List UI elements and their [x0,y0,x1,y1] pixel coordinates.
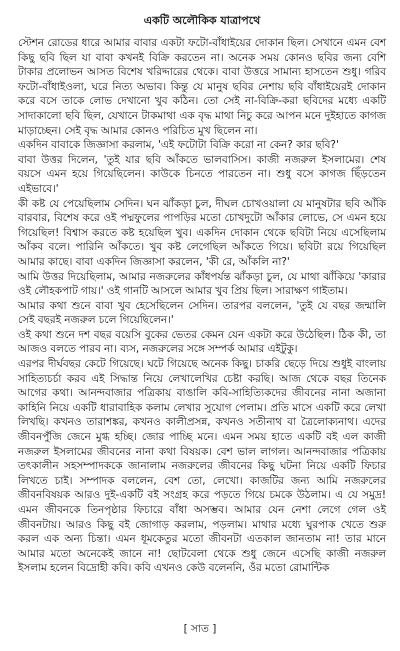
chapter-body [18,36,386,576]
paragraph: ওই কথা শুনে দশ বছর বয়েসি বুকের ভেতর কেমন যেন একটা করে উঠেছিল। ঠিক কী, তা আজও বলতে পারব না। ব্যস, নজরুলের সঙ্গে সম্পর্ক আমার এইটুকু। [18,328,386,356]
paragraph: বাবা উত্তর দিলেন, 'তুই যার ছবি আঁকতে ভালবাসিস। কাজী নজরুল ইসলামের। শেষ বয়সে এমন হয়ে গিয়েছিলেন। কাউকে চিনতে পারতেন না। শুধু বসে কাগজ ছিঁড়তেন এইভাবে।' [18,153,386,195]
paragraph: আমার কথা শুনে বাবা খুব হেসেছিলেন সেদিন। তারপর বললেন, 'তুই যে বছর জন্মালি সেই বছরই নজরুল চলে গিয়েছিলেন।' [18,299,386,327]
paragraph: একদিন বাবাকে জিজ্ঞাসা করলাম, 'এই ফটোটা বিক্রি করো না কেন? কার ছবি?' [18,139,339,152]
chapter-title: একটি অলৌকিক যাত্রাপথে [143,14,261,27]
page-number: [ সাত ] [183,623,217,635]
paragraph: আমি উত্তর দিয়েছিলাম, আমার নজরুলের কাঁধপর্যন্ত ঝাঁকড়া চুল, যে মাথা ঝাঁকিয়ে 'কারার ওই লৌহকপাট গায়।' ওই গানটি আসলে আমার খুব প্রিয় ছিল। সারাক্ষণ গাইতাম। [18,270,386,298]
paragraph: এরপর দীর্ঘবছর কেটে গিয়েছে। ঘটে গিয়েছে অনেক কিছু। চাকরি ছেড়ে দিয়ে শুধুই বাংলায় সাহিত্যচর্চা করব এই সিদ্ধান্ত নিয়ে লেখালেখির চেষ্টা করছি। আজ থেকে বছর তিনেক আগের কথা। আনন্দবাজার পত্রিকায় বাঙালি কবি-সাহিত্যিকদের জীবনের নানা অজানা কাহিনি নিয়ে একটি ধারাবাহিক কলাম লেখার সুযোগ পেলাম। প্রতি মাসে একটি করে লেখা লিখছি। কখনও তারাশঙ্কর, কখনও কালীপ্রসন্ন, কখনও সতীনাথ বা ত্রৈলোক্যনাথ। এদের জীবনপুঁজি জেনে মুগ্ধ হচ্ছি। জোর পাচ্ছি মনে। এমন সময় হাতে একটি বই এল কাজী নজরুল ইসলামের জীবনের নানা কথা বিষয়ক। বেশ ভাল লাগল। আনন্দবাজার পত্রিকায় তৎকালীন সহসম্পাদককে জানালাম নজরুলের জীবনের কিছু ঘটনা নিয়ে একটি ফিচার লিখতে চাই। সম্পাদক বললেন, বেশ তো, লেখো। কাজটির জন্য আমি নজরুলের জীবনবিষয়ক আরও দুই-একটি বই সংগ্রহ করে পড়তে গিয়ে চমকে উঠলাম। এ যে সমুদ্র! এমন জীবনকে তিনপৃষ্ঠার ফিচারে বাঁধা অসম্ভব। আমার যেন নেশা লেগে গেল ওই জীবনটায়। আরও কিছু বই জোগাড় করলাম, পড়লাম। মাথার মধ্যে ঘুরপাক খেতে শুরু করল এক অন্য চিন্তা। এমন ধূমকেতুর মতো জীবনটা এতকাল জানতাম না! তার মানে আমার মতো অনেকেই জানে না! ছোটবেলা থেকে শুধু জেনে এসেছি কাজী নজরুল ইসলাম হলেন বিদ্রোহী কবি। কবি এখনও কেউ বলেননি, ওঁর মতো রোমান্টিক [18,358,386,575]
paragraph: স্টেশন রোডের ধারে আমার বাবার একটা ফটো-বাঁধাইয়ের দোকান ছিল। সেখানে এমন বেশ কিছু ছবি ছিল যা বাবা কখনই বিক্রি করতেন না। অনেক সময় কোনও ছবির জন্য বেশি টাকার প্রলোভন আসত বিশেষ খরিদ্দারের থেকে। বাবা উত্তরে সামান্য হাসতেন শুধু। গরিব ফটো-বাঁধাইওলা, ঘরে নিত্য অভাব। কিন্তু যে মানুষ ছবির নেশায় ছবি বাঁধাইয়েরই দোকান করে বসে তাকে লোভ দেখানো খুব কঠিন। তো সেই না-বিক্রি-করা ছবিদের মধ্যে একটি সাদাকালো ছবি ছিল, যেখানে টাকমাথা এক বৃদ্ধ মাথা নিচু করে আপন মনে দুইহাতে কাগজ মাড়াচ্ছেন। সেই বৃদ্ধ আমার কোনও পরিচিত মুখ ছিলেন না। [18,37,386,137]
paragraph: কী কষ্ট যে পেয়েছিলাম সেদিন। ঘন ঝাঁকড়া চুল, দীঘল চোখওয়ালা যে মানুষটার ছবি আঁকি বারবার, বিশেষ করে ওই পদ্মফুলের পাপড়ির মতো চোখদুটো আঁকার লোভে, সে এমন হয়ে গিয়েছিল! বিশ্বাস করতে কষ্ট হয়েছিল খুব। একদিন দোকান থেকে ছবিটা নিয়ে এসেছিলাম আঁকব বলে। পারিনি আঁকতে। খুব কষ্ট লেগেছিল আঁকতে গিয়ে। ছবিটা রয়ে গিয়েছিল আমার কাছে। বাবা একদিন জিজ্ঞাসা করলেন, 'কী রে, আঁকলি না?' [18,197,386,268]
